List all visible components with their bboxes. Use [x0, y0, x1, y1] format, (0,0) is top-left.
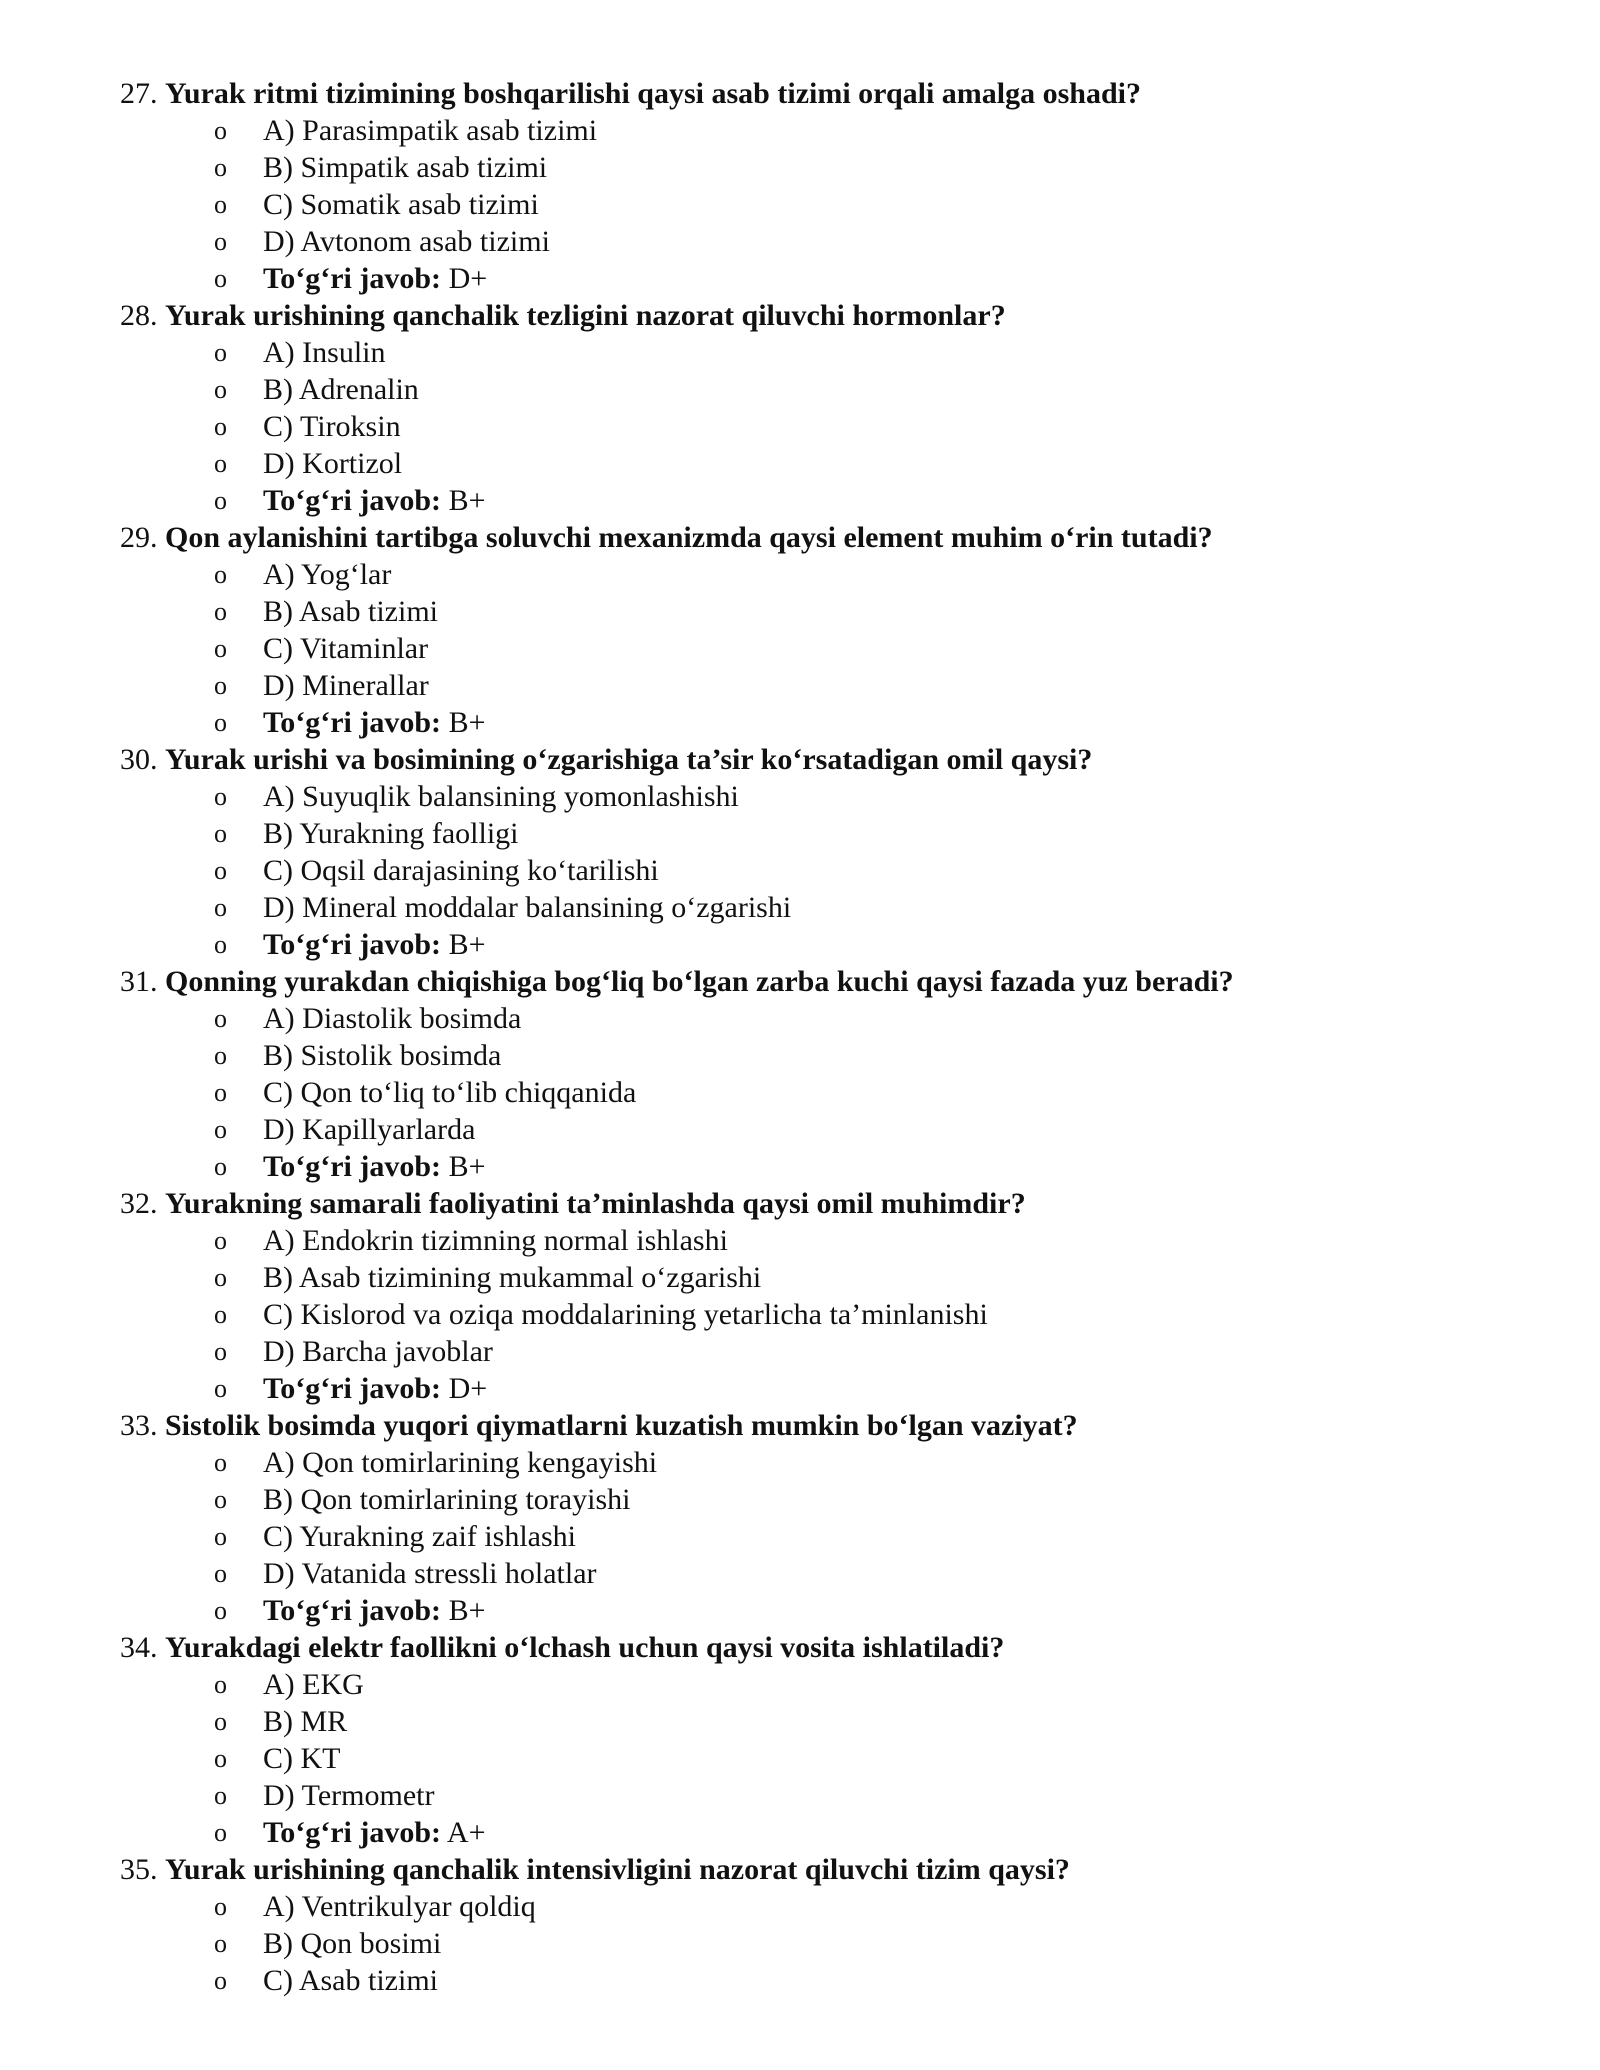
correct-answer-item — [120, 1370, 1540, 1407]
bullet-icon: o — [214, 1300, 227, 1329]
option-text: C) Kislorod va oziqa moddalarining yetarlicha ta’minlanishi — [263, 1298, 988, 1331]
correct-answer-label: To‘g‘ri javob: — [263, 1372, 442, 1405]
bullet-icon: o — [214, 1966, 227, 1995]
option-text: C) Yurakning zaif ishlashi — [263, 1520, 576, 1553]
bullet-icon: o — [214, 1670, 227, 1699]
correct-answer-value: D+ — [448, 262, 488, 295]
option-item — [120, 1296, 1540, 1333]
bullet-icon: o — [214, 153, 227, 182]
correct-answer-item — [120, 1814, 1540, 1851]
correct-answer-item — [120, 1592, 1540, 1629]
question-number: 34. — [120, 1631, 158, 1664]
option-text: D) Barcha javoblar — [263, 1335, 493, 1368]
option-item — [120, 1555, 1540, 1592]
bullet-icon: o — [214, 264, 227, 293]
bullet-icon: o — [214, 930, 227, 959]
bullet-icon: o — [214, 856, 227, 885]
options-list — [120, 1000, 1540, 1185]
question-number: 29. — [120, 521, 158, 554]
correct-answer-value: B+ — [448, 706, 486, 739]
quiz-document — [120, 75, 1540, 1999]
options-list — [120, 1666, 1540, 1851]
option-text: C) Tiroksin — [263, 410, 401, 443]
options-list — [120, 1444, 1540, 1629]
option-item — [120, 445, 1540, 482]
option-item — [120, 112, 1540, 149]
bullet-icon: o — [214, 1115, 227, 1144]
question-line — [120, 297, 1540, 334]
option-item — [120, 1740, 1540, 1777]
bullet-icon: o — [214, 449, 227, 478]
bullet-icon: o — [214, 486, 227, 515]
question-number: 31. — [120, 965, 158, 998]
bullet-icon: o — [214, 1485, 227, 1514]
option-item — [120, 1703, 1540, 1740]
question-block — [120, 75, 1540, 297]
question-number: 30. — [120, 743, 158, 776]
question-line — [120, 1629, 1540, 1666]
bullet-icon: o — [214, 190, 227, 219]
bullet-icon: o — [214, 671, 227, 700]
question-text: Yurak ritmi tizimining boshqarilishi qaysi asab tizimi orqali amalga oshadi? — [165, 77, 1141, 110]
options-list — [120, 1888, 1540, 1999]
option-item — [120, 852, 1540, 889]
option-item — [120, 149, 1540, 186]
correct-answer-label: To‘g‘ri javob: — [263, 262, 442, 295]
question-number: 35. — [120, 1853, 158, 1886]
question-line — [120, 1851, 1540, 1888]
bullet-icon: o — [214, 1596, 227, 1625]
option-item — [120, 1444, 1540, 1481]
question-text: Yurakdagi elektr faollikni o‘lchash uchun qaysi vosita ishlatiladi? — [165, 1631, 1005, 1664]
option-text: A) Endokrin tizimning normal ishlashi — [263, 1224, 728, 1257]
option-item — [120, 1259, 1540, 1296]
option-item — [120, 1222, 1540, 1259]
option-item — [120, 1037, 1540, 1074]
correct-answer-value: B+ — [448, 1594, 486, 1627]
option-item — [120, 1333, 1540, 1370]
option-text: C) Vitaminlar — [263, 632, 429, 665]
bullet-icon: o — [214, 375, 227, 404]
options-list — [120, 112, 1540, 297]
option-item — [120, 371, 1540, 408]
options-list — [120, 334, 1540, 519]
option-item — [120, 408, 1540, 445]
option-text: D) Kapillyarlarda — [263, 1113, 476, 1146]
option-item — [120, 334, 1540, 371]
question-block — [120, 741, 1540, 963]
option-text: D) Avtonom asab tizimi — [263, 225, 550, 258]
bullet-icon: o — [214, 597, 227, 626]
question-line — [120, 1407, 1540, 1444]
option-text: D) Kortizol — [263, 447, 403, 480]
bullet-icon: o — [214, 1559, 227, 1588]
option-text: A) EKG — [263, 1668, 364, 1701]
bullet-icon: o — [214, 338, 227, 367]
option-text: D) Mineral moddalar balansining o‘zgarishi — [263, 891, 792, 924]
option-item — [120, 1666, 1540, 1703]
correct-answer-label: To‘g‘ri javob: — [263, 1594, 442, 1627]
question-line — [120, 1185, 1540, 1222]
question-text: Yurak urishining qanchalik intensivligini nazorat qiluvchi tizim qaysi? — [165, 1853, 1070, 1886]
bullet-icon: o — [214, 1337, 227, 1366]
correct-answer-label: To‘g‘ri javob: — [263, 1816, 442, 1849]
option-text: D) Vatanida stressli holatlar — [263, 1557, 597, 1590]
option-item — [120, 1777, 1540, 1814]
question-line — [120, 75, 1540, 112]
question-text: Yurak urishining qanchalik tezligini nazorat qiluvchi hormonlar? — [165, 299, 1006, 332]
bullet-icon: o — [214, 1263, 227, 1292]
question-number: 28. — [120, 299, 158, 332]
correct-answer-item — [120, 1148, 1540, 1185]
option-item — [120, 630, 1540, 667]
option-text: B) Asab tizimining mukammal o‘zgarishi — [263, 1261, 762, 1294]
option-text: B) MR — [263, 1705, 348, 1738]
option-text: A) Diastolik bosimda — [263, 1002, 522, 1035]
option-text: C) Qon to‘liq to‘lib chiqqanida — [263, 1076, 637, 1109]
question-line — [120, 963, 1540, 1000]
bullet-icon: o — [214, 412, 227, 441]
correct-answer-item — [120, 704, 1540, 741]
bullet-icon: o — [214, 1078, 227, 1107]
option-text: C) Oqsil darajasining ko‘tarilishi — [263, 854, 659, 887]
question-text: Qonning yurakdan chiqishiga bog‘liq bo‘lgan zarba kuchi qaysi fazada yuz beradi? — [165, 965, 1234, 998]
question-number: 32. — [120, 1187, 158, 1220]
question-text: Qon aylanishini tartibga soluvchi mexanizmda qaysi element muhim o‘rin tutadi? — [165, 521, 1213, 554]
option-text: B) Sistolik bosimda — [263, 1039, 502, 1072]
correct-answer-value: B+ — [448, 928, 486, 961]
options-list — [120, 1222, 1540, 1407]
question-block — [120, 1185, 1540, 1407]
bullet-icon: o — [214, 1004, 227, 1033]
correct-answer-label: To‘g‘ri javob: — [263, 1150, 442, 1183]
bullet-icon: o — [214, 1744, 227, 1773]
option-text: D) Termometr — [263, 1779, 435, 1812]
bullet-icon: o — [214, 819, 227, 848]
bullet-icon: o — [214, 782, 227, 811]
question-block — [120, 519, 1540, 741]
bullet-icon: o — [214, 1818, 227, 1847]
option-item — [120, 1111, 1540, 1148]
option-text: D) Minerallar — [263, 669, 429, 702]
option-text: B) Yurakning faolligi — [263, 817, 519, 850]
option-item — [120, 1074, 1540, 1111]
options-list — [120, 778, 1540, 963]
question-line — [120, 741, 1540, 778]
option-text: A) Yog‘lar — [263, 558, 392, 591]
correct-answer-value: B+ — [448, 1150, 486, 1183]
option-item — [120, 889, 1540, 926]
options-list — [120, 556, 1540, 741]
correct-answer-value: A+ — [446, 1816, 486, 1849]
bullet-icon: o — [214, 227, 227, 256]
bullet-icon: o — [214, 1374, 227, 1403]
bullet-icon: o — [214, 1781, 227, 1810]
option-text: A) Ventrikulyar qoldiq — [263, 1890, 536, 1923]
question-number: 27. — [120, 77, 158, 110]
bullet-icon: o — [214, 1707, 227, 1736]
option-text: B) Simpatik asab tizimi — [263, 151, 548, 184]
option-text: C) Somatik asab tizimi — [263, 188, 539, 221]
option-text: C) Asab tizimi — [263, 1964, 438, 1997]
option-item — [120, 186, 1540, 223]
correct-answer-value: D+ — [448, 1372, 488, 1405]
correct-answer-item — [120, 260, 1540, 297]
option-text: A) Insulin — [263, 336, 386, 369]
bullet-icon: o — [214, 560, 227, 589]
correct-answer-label: To‘g‘ri javob: — [263, 928, 442, 961]
option-item — [120, 223, 1540, 260]
question-block — [120, 963, 1540, 1185]
option-text: A) Qon tomirlarining kengayishi — [263, 1446, 658, 1479]
bullet-icon: o — [214, 634, 227, 663]
question-block — [120, 1851, 1540, 1999]
option-item — [120, 1000, 1540, 1037]
option-item — [120, 815, 1540, 852]
option-item — [120, 556, 1540, 593]
option-item — [120, 593, 1540, 630]
bullet-icon: o — [214, 1448, 227, 1477]
option-text: A) Parasimpatik asab tizimi — [263, 114, 598, 147]
bullet-icon: o — [214, 1152, 227, 1181]
bullet-icon: o — [214, 1041, 227, 1070]
option-item — [120, 1888, 1540, 1925]
correct-answer-label: To‘g‘ri javob: — [263, 484, 442, 517]
option-item — [120, 1518, 1540, 1555]
question-text: Yurakning samarali faoliyatini ta’minlashda qaysi omil muhimdir? — [165, 1187, 1026, 1220]
question-text: Sistolik bosimda yuqori qiymatlarni kuzatish mumkin bo‘lgan vaziyat? — [165, 1409, 1078, 1442]
option-text: B) Adrenalin — [263, 373, 419, 406]
question-block — [120, 297, 1540, 519]
correct-answer-item — [120, 926, 1540, 963]
option-item — [120, 778, 1540, 815]
option-item — [120, 1481, 1540, 1518]
bullet-icon: o — [214, 893, 227, 922]
option-text: B) Qon bosimi — [263, 1927, 442, 1960]
bullet-icon: o — [214, 1929, 227, 1958]
question-line — [120, 519, 1540, 556]
bullet-icon: o — [214, 708, 227, 737]
question-text: Yurak urishi va bosimining o‘zgarishiga ta’sir ko‘rsatadigan omil qaysi? — [165, 743, 1093, 776]
option-item — [120, 667, 1540, 704]
option-item — [120, 1962, 1540, 1999]
bullet-icon: o — [214, 1522, 227, 1551]
correct-answer-item — [120, 482, 1540, 519]
correct-answer-label: To‘g‘ri javob: — [263, 706, 442, 739]
bullet-icon: o — [214, 1892, 227, 1921]
question-number: 33. — [120, 1409, 158, 1442]
question-block — [120, 1629, 1540, 1851]
correct-answer-value: B+ — [448, 484, 486, 517]
option-item — [120, 1925, 1540, 1962]
bullet-icon: o — [214, 116, 227, 145]
option-text: C) KT — [263, 1742, 341, 1775]
question-block — [120, 1407, 1540, 1629]
option-text: B) Asab tizimi — [263, 595, 438, 628]
option-text: B) Qon tomirlarining torayishi — [263, 1483, 631, 1516]
option-text: A) Suyuqlik balansining yomonlashishi — [263, 780, 739, 813]
bullet-icon: o — [214, 1226, 227, 1255]
